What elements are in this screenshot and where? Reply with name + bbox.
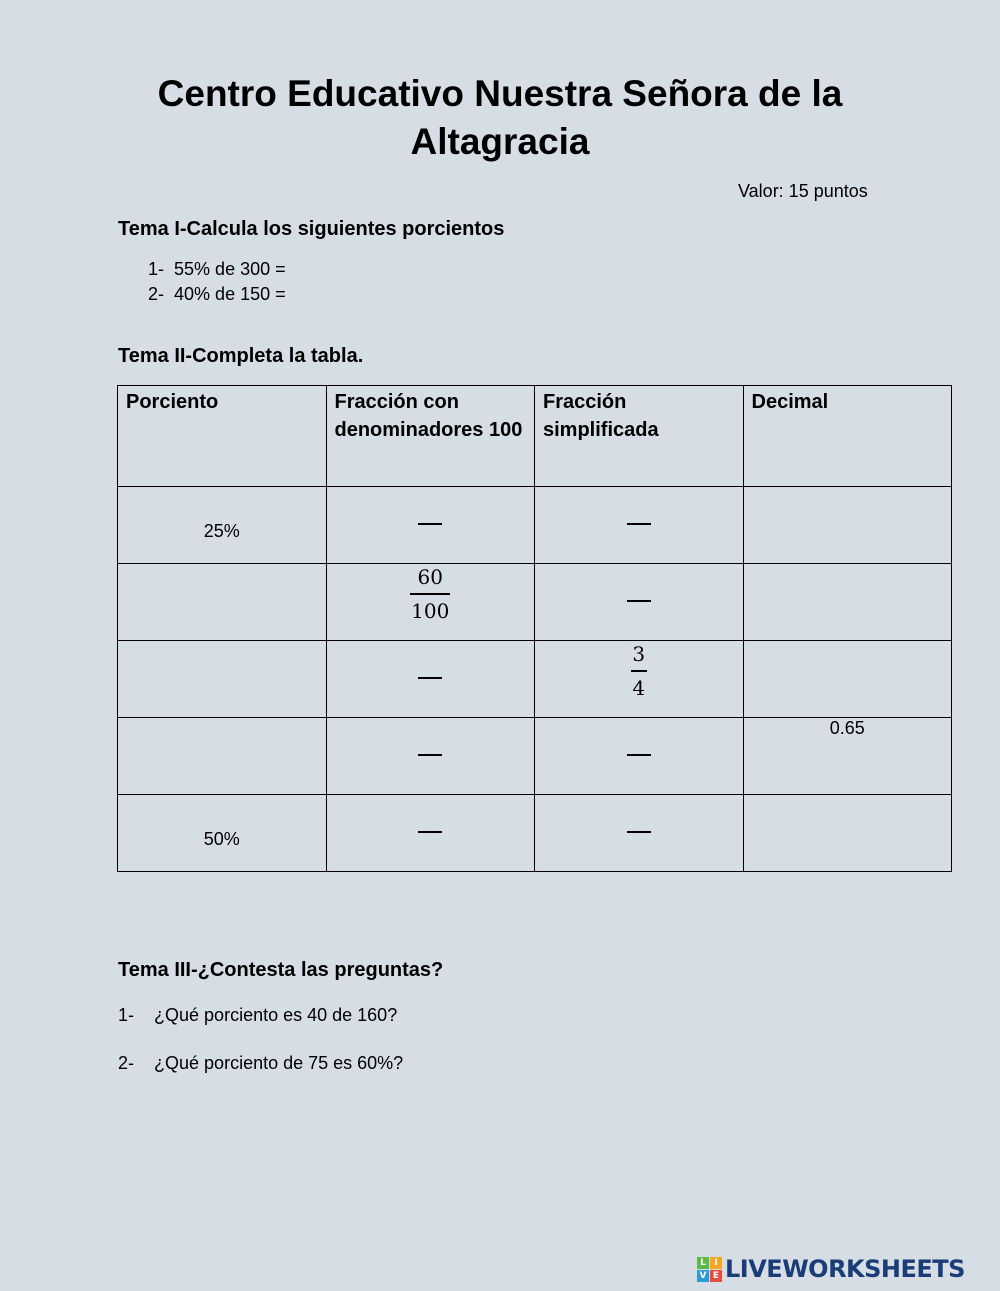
fraction-denominator: 100 bbox=[411, 599, 450, 623]
logo-blocks-icon bbox=[697, 1257, 722, 1282]
item-text: 40% de 150 = bbox=[174, 284, 286, 304]
logo-text: LIVEWORKSHEETS bbox=[725, 1255, 965, 1283]
fraction-denominator: 4 bbox=[632, 676, 646, 700]
percent-table bbox=[117, 385, 952, 872]
cell-porciento[interactable] bbox=[118, 564, 327, 641]
fraction bbox=[327, 564, 535, 624]
cell-fraccion-100 bbox=[326, 564, 535, 641]
cell-fraccion-100[interactable] bbox=[326, 795, 535, 872]
tema3-item-2 bbox=[118, 1053, 403, 1074]
item-number: 1- bbox=[118, 1005, 135, 1025]
header-porciento: Porciento bbox=[118, 386, 327, 487]
cell-decimal bbox=[743, 718, 952, 795]
tema3-heading: Tema III-¿Contesta las preguntas? bbox=[118, 959, 444, 981]
cell-decimal[interactable] bbox=[743, 487, 952, 564]
cell-porciento[interactable] bbox=[118, 641, 327, 718]
fraction-bar bbox=[627, 523, 651, 525]
fraction-bar bbox=[631, 670, 647, 672]
decimal-value: 0.65 bbox=[829, 718, 865, 738]
header-fraccion-100: Fracción con denominadores 100 bbox=[326, 386, 535, 487]
item-number: 1- bbox=[148, 259, 165, 279]
table-row bbox=[118, 564, 952, 641]
cell-decimal[interactable] bbox=[743, 641, 952, 718]
cell-simplificada[interactable] bbox=[535, 795, 744, 872]
cell-porciento[interactable] bbox=[118, 487, 327, 564]
table-row bbox=[118, 641, 952, 718]
fraction-bar bbox=[627, 754, 651, 756]
cell-simplificada[interactable] bbox=[535, 487, 744, 564]
item-text: 55% de 300 = bbox=[174, 259, 286, 279]
tema3-item-1 bbox=[118, 1005, 397, 1026]
fraction-bar bbox=[410, 593, 450, 595]
item-number: 2- bbox=[148, 284, 165, 304]
fraction-bar bbox=[418, 677, 442, 679]
fraction-bar bbox=[627, 600, 651, 602]
logo-block-e: E bbox=[710, 1270, 722, 1282]
header-decimal: Decimal bbox=[743, 386, 952, 487]
cell-fraccion-100[interactable] bbox=[326, 641, 535, 718]
tema1-heading: Tema I-Calcula los siguientes porcientos bbox=[118, 218, 505, 240]
porciento-value: 25% bbox=[203, 521, 240, 541]
cell-fraccion-100[interactable] bbox=[326, 718, 535, 795]
fraction-numerator: 3 bbox=[632, 642, 646, 666]
header-fraccion-simplificada: Fracción simplificada bbox=[535, 386, 744, 487]
valor-label: Valor: 15 puntos bbox=[738, 181, 868, 201]
porciento-value: 50% bbox=[203, 829, 240, 849]
item-number: 2- bbox=[118, 1053, 135, 1073]
logo-block-i: I bbox=[710, 1257, 722, 1269]
cell-porciento bbox=[118, 795, 327, 872]
logo-block-v: V bbox=[697, 1270, 709, 1282]
page-title: Centro Educativo Nuestra Señora de la Altagracia bbox=[157, 73, 843, 162]
fraction-bar bbox=[418, 831, 442, 833]
cell-simplificada[interactable] bbox=[535, 564, 744, 641]
fraction-numerator: 60 bbox=[417, 565, 443, 589]
table-header-row bbox=[118, 386, 952, 487]
cell-decimal[interactable] bbox=[743, 795, 952, 872]
cell-fraccion-100[interactable] bbox=[326, 487, 535, 564]
fraction-bar bbox=[418, 523, 442, 525]
tema1-item-1 bbox=[148, 259, 286, 280]
liveworksheets-logo bbox=[697, 1255, 965, 1283]
tema1-item-2 bbox=[148, 284, 286, 305]
item-text: ¿Qué porciento es 40 de 160? bbox=[154, 1005, 398, 1025]
cell-simplificada[interactable] bbox=[535, 718, 744, 795]
fraction-bar bbox=[627, 831, 651, 833]
item-text: ¿Qué porciento de 75 es 60%? bbox=[154, 1053, 404, 1073]
table-row bbox=[118, 795, 952, 872]
cell-decimal[interactable] bbox=[743, 564, 952, 641]
fraction-bar bbox=[418, 754, 442, 756]
table-row bbox=[118, 487, 952, 564]
table-row bbox=[118, 718, 952, 795]
cell-porciento[interactable] bbox=[118, 718, 327, 795]
tema2-heading: Tema II-Completa la tabla. bbox=[118, 345, 364, 367]
fraction bbox=[535, 641, 743, 701]
cell-simplificada bbox=[535, 641, 744, 718]
logo-block-l: L bbox=[697, 1257, 709, 1269]
